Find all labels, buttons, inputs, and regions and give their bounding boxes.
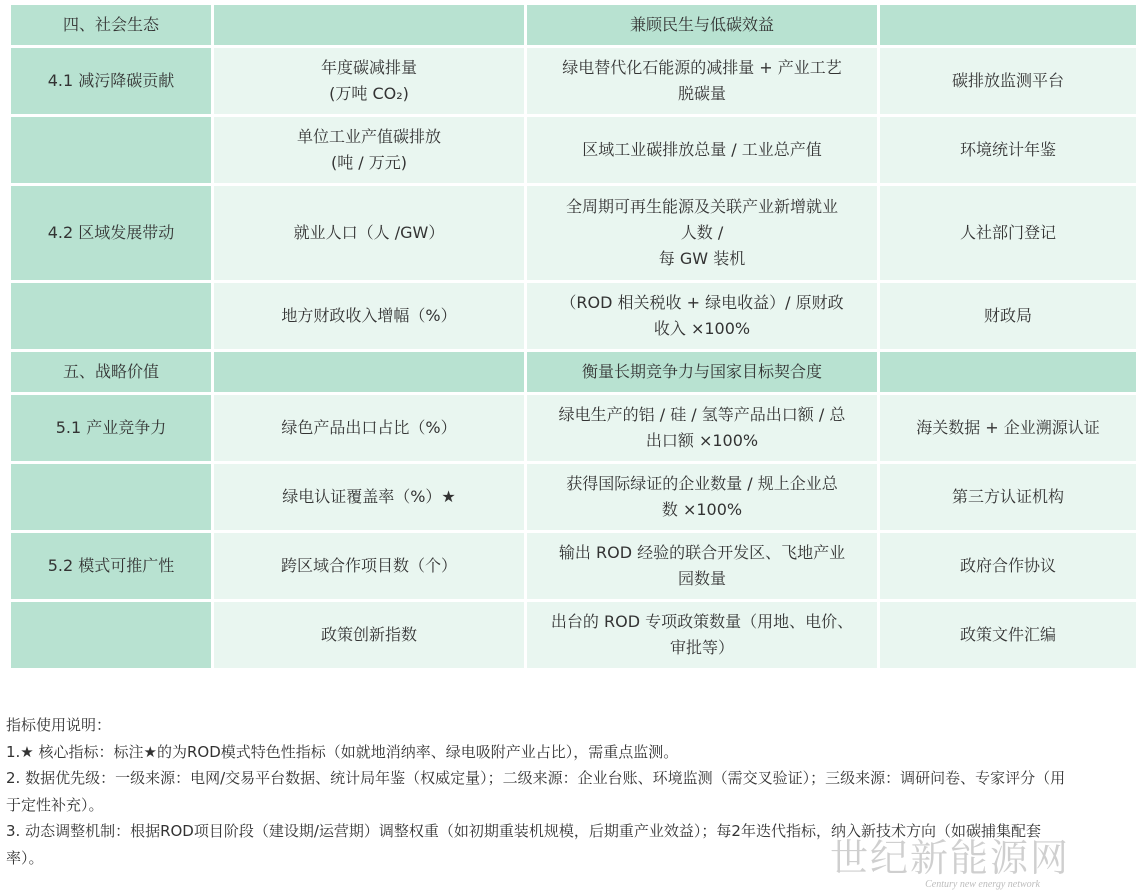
indicator-cell	[214, 352, 524, 392]
category-cell	[11, 464, 211, 530]
formula-cell: 全周期可再生能源及关联产业新增就业 人数 / 每 GW 装机	[527, 186, 877, 280]
category-cell	[11, 283, 211, 349]
indicator-table-body	[11, 5, 1136, 668]
table-row	[11, 395, 1136, 461]
notes-heading: 指标使用说明：	[6, 716, 112, 734]
source-cell: 人社部门登记	[880, 186, 1136, 280]
indicator-cell: 单位工业产值碳排放 (吨 / 万元)	[214, 117, 524, 183]
formula-cell: 兼顾民生与低碳效益	[527, 5, 877, 45]
note-item-2: 2. 数据优先级：一级来源：电网/交易平台数据、统计局年鉴（权威定量）；二级来源：企业台账、环境监测（需交叉验证）；三级来源：调研问卷、专家评分（用于定性补充）。	[6, 769, 1066, 814]
source-cell: 政策文件汇编	[880, 602, 1136, 668]
indicator-cell: 年度碳减排量 (万吨 CO₂)	[214, 48, 524, 114]
indicator-cell: 跨区域合作项目数（个）	[214, 533, 524, 599]
source-cell: 环境统计年鉴	[880, 117, 1136, 183]
formula-cell: 衡量长期竞争力与国家目标契合度	[527, 352, 877, 392]
formula-cell: 区域工业碳排放总量 / 工业总产值	[527, 117, 877, 183]
note-item-3: 3. 动态调整机制：根据ROD项目阶段（建设期/运营期）调整权重（如初期重装机规模，后期重产业效益）；每2年迭代指标，纳入新技术方向（如碳捕集配套率）。	[6, 822, 1041, 867]
source-cell: 财政局	[880, 283, 1136, 349]
source-cell: 海关数据 + 企业溯源认证	[880, 395, 1136, 461]
source-cell	[880, 352, 1136, 392]
formula-cell: 绿电生产的铝 / 硅 / 氢等产品出口额 / 总 出口额 ×100%	[527, 395, 877, 461]
formula-cell: 获得国际绿证的企业数量 / 规上企业总 数 ×100%	[527, 464, 877, 530]
category-cell: 4.1 减污降碳贡献	[11, 48, 211, 114]
category-cell: 4.2 区域发展带动	[11, 186, 211, 280]
category-cell: 5.2 模式可推广性	[11, 533, 211, 599]
category-cell	[11, 117, 211, 183]
indicator-cell: 政策创新指数	[214, 602, 524, 668]
indicator-cell: 地方财政收入增幅（%）	[214, 283, 524, 349]
source-cell: 政府合作协议	[880, 533, 1136, 599]
watermark-en: Century new energy network	[925, 879, 1040, 890]
formula-cell: 出台的 ROD 专项政策数量（用地、电价、 审批等）	[527, 602, 877, 668]
table-row	[11, 602, 1136, 668]
table-row	[11, 533, 1136, 599]
indicator-cell	[214, 5, 524, 45]
source-cell: 第三方认证机构	[880, 464, 1136, 530]
category-cell	[11, 602, 211, 668]
table-row	[11, 186, 1136, 280]
table-row	[11, 48, 1136, 114]
watermark-cn: 世纪新能源网	[829, 836, 1070, 880]
indicator-cell: 绿色产品出口占比（%）	[214, 395, 524, 461]
section-header-row	[11, 5, 1136, 45]
indicator-table	[8, 2, 1139, 671]
usage-notes	[6, 712, 1076, 871]
category-cell: 五、战略价值	[11, 352, 211, 392]
category-cell: 5.1 产业竞争力	[11, 395, 211, 461]
formula-cell: （ROD 相关税收 + 绿电收益）/ 原财政 收入 ×100%	[527, 283, 877, 349]
indicator-cell: 绿电认证覆盖率（%）★	[214, 464, 524, 530]
source-cell: 碳排放监测平台	[880, 48, 1136, 114]
formula-cell: 绿电替代化石能源的减排量 + 产业工艺 脱碳量	[527, 48, 877, 114]
source-cell	[880, 5, 1136, 45]
indicator-cell: 就业人口（人 /GW）	[214, 186, 524, 280]
note-item-1: 1.★ 核心指标：标注★的为ROD模式特色性指标（如就地消纳率、绿电吸附产业占比），需重点监测。	[6, 742, 679, 761]
section-header-row	[11, 352, 1136, 392]
table-row	[11, 464, 1136, 530]
table-row	[11, 117, 1136, 183]
category-cell: 四、社会生态	[11, 5, 211, 45]
formula-cell: 输出 ROD 经验的联合开发区、飞地产业 园数量	[527, 533, 877, 599]
table-row	[11, 283, 1136, 349]
